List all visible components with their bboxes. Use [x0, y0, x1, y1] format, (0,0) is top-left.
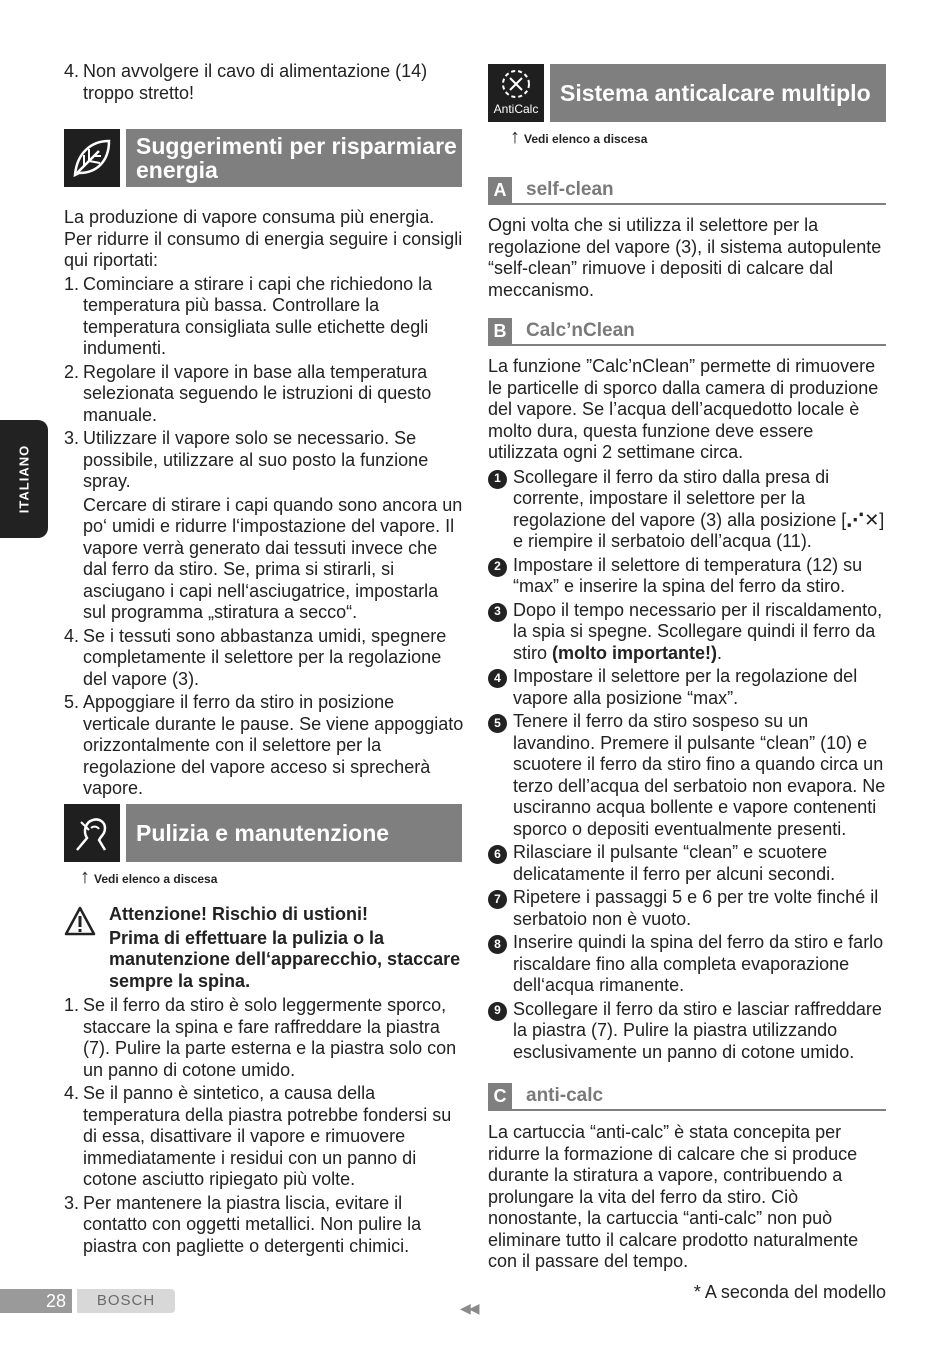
intro-list — [64, 61, 464, 104]
section-c-text: La cartuccia “anti-calc” è stata concepita per ridurre la formazione di calcare che si produce durante la stiratura a vapore, contribuendo a prolungare la vita del ferro da stiro. Ciò nonostante, la cartuccia “anti-calc” non può eliminare tutto il calcare prodotto naturalmente con il passare del tempo. — [488, 1122, 859, 1271]
list-item: 1. Se il ferro da stiro è solo leggermente sporco, staccare la spina e fare raffreddare la piastra (7). Pulire la parte esterna e la piastra solo con un panno di cotone umido. — [64, 995, 457, 1080]
list-item: 3. Utilizzare il vapore solo se necessario. Se possibile, utilizzare al suo posto la funzione spray. Cercare di stirare i capi quando sono ancora un po‘ umidi e ridurre l‘impostazione del vapore. Il vapore verrà generato dai tessuti invece che dal ferro da stiro. Se, prima si stirarli, si asciugano i capi nell‘asciugatrice, impostarla sul programma „stiratura a secco“. — [64, 428, 463, 622]
section-c-header: C anti-calc — [488, 1083, 886, 1111]
model-note: * A seconda del modello — [693, 1282, 886, 1302]
warning-icon — [64, 906, 96, 941]
section-b-body — [488, 356, 886, 1065]
list-item: 4. Se i tessuti sono abbastanza umidi, spegnere completamente il selettore per la regolazione del vapore (3). — [64, 625, 447, 689]
step-item: 8 Inserire quindi la spina del ferro da stiro e farlo riscaldare fino alla completa evaporazione dell‘acqua rimanente. — [488, 932, 886, 997]
energy-header — [64, 129, 462, 187]
warning-text: Prima di effettuare la pulizia o la manutenzione dell‘apparecchio, staccare sempre la spina. — [109, 927, 461, 991]
hand-icon — [64, 804, 120, 862]
arrow-up-icon: ↑ — [510, 126, 520, 148]
step-item: 6 Rilasciare il pulsante “clean” e scuotere delicatamente il ferro per alcuni secondi. — [488, 842, 886, 885]
brand-label: BOSCH — [77, 1289, 175, 1313]
section-a-text: Ogni volta che si utilizza il selettore per la regolazione del vapore (3), il sistema autopulente “self-clean” rimuove i depositi di calcare dal meccanismo. — [488, 215, 882, 300]
anticalc-icon — [488, 64, 544, 122]
list-item-extra: Cercare di stirare i capi quando sono ancora un po‘ umidi e ridurre l‘impostazione del vapore. Il vapore verrà generato dai tessuti invece che dal ferro da stiro. Se, prima si stirarli, si asciugano i capi nell‘asciugatrice, impostarla sul programma „stiratura a secco“. — [83, 494, 463, 622]
page-nav[interactable]: ◀◀ — [460, 1300, 478, 1316]
step-item: 5 Tenere il ferro da stiro sospeso su un lavandino. Premere il pulsante “clean” (10) e scuotere il ferro da stiro fino a quando circa un terzo dell’acqua del serbatoio non evapora. Ne usciranno acqua bollente e vapore contenenti sporco o depositi eventualmente presenti. — [488, 711, 886, 840]
step-item: 4 Impostare il selettore per la regolazione del vapore alla posizione “max”. — [488, 666, 886, 709]
arrow-up-icon: ↑ — [80, 866, 90, 888]
leaf-icon — [64, 129, 120, 187]
anticalc-header — [488, 64, 886, 122]
page-number: 28 — [0, 1289, 72, 1313]
anticalc-icon-label: AntiCalc — [493, 102, 539, 116]
list-item: 2. Regolare il vapore in base alla temperatura selezionata seguendo le istruzioni di questo manuale. — [64, 361, 432, 425]
energy-body — [64, 207, 464, 800]
cleaning-list — [64, 995, 464, 1257]
energy-list — [64, 274, 464, 800]
warning-block — [64, 904, 464, 992]
section-b-header: B Calc’nClean — [488, 318, 886, 346]
section-a-header: A self-clean — [488, 177, 886, 205]
see-below-note: ↑ Vedi elenco a discesa — [510, 126, 648, 148]
no-steam-icon: ⋰✕ — [846, 509, 880, 530]
list-item: 4. Non avvolgere il cavo di alimentazione (14) troppo stretto! — [64, 61, 428, 103]
step-item: 2 Impostare il selettore di temperatura (12) su “max” e inserire la spina del ferro da stiro. — [488, 555, 886, 598]
energy-intro: La produzione di vapore consuma più energia. Per ridurre il consumo di energia seguire i consigli qui riportati: — [64, 207, 463, 270]
anticalc-title: Sistema anticalcare multiplo — [550, 64, 886, 122]
cleaning-header — [64, 804, 462, 862]
step-item: 9 Scollegare il ferro da stiro e lasciar raffreddare la piastra (7). Pulire la piastra utilizzando esclusivamente un panno di cotone umido. — [488, 999, 886, 1064]
list-item: 1. Cominciare a stirare i capi che richiedono la temperatura più bassa. Controllare la temperatura consigliata sulle etichette degli indumenti. — [64, 273, 433, 358]
step-item: 1 Scollegare il ferro da stiro dalla presa di corrente, impostare il selettore per la regolazione del vapore (3) alla posizione [⋰✕] e riempire il serbatoio dell’acqua (11). — [488, 467, 886, 553]
see-below-note: ↑ Vedi elenco a discesa — [80, 866, 218, 888]
language-tab — [0, 420, 48, 538]
energy-title: Suggerimenti per risparmiare energia — [126, 129, 462, 187]
language-label: ITALIANO — [16, 444, 32, 514]
list-item: 3. Per mantenere la piastra liscia, evitare il contatto con oggetti metallici. Non pulire la piastra con pagliette o detergenti chimici. — [64, 1192, 422, 1256]
step-item: 3 Dopo il tempo necessario per il riscaldamento, la spia si spegne. Scollegare quindi il ferro da stiro (molto importante!). — [488, 600, 886, 665]
list-item: 5. Appoggiare il ferro da stiro in posizione verticale durante le pause. Se viene appoggiato orizzontalmente con il selettore per la regolazione del vapore acceso si sprecherà vapore. — [64, 692, 464, 798]
warning-title: Attenzione! Rischio di ustioni! — [109, 904, 368, 924]
step-item: 7 Ripetere i passaggi 5 e 6 per tre volte finché il serbatoio non è vuoto. — [488, 887, 886, 930]
list-item: 4. Se il panno è sintetico, a causa della temperatura della piastra potrebbe fondersi su di essa, disattivare il vapore e rimuovere immediatamente i residui con un panno di cotone asciutto ripiegato più volte. — [64, 1083, 452, 1189]
cleaning-title: Pulizia e manutenzione — [126, 804, 462, 862]
section-b-text: La funzione ”Calc’nClean” permette di rimuovere le particelle di sporco dalla camera di produzione del vapore. Se l’acqua dell’acquedotto locale è molto dura, questa funzione deve essere utilizzata ogni 2 settimane circa. — [488, 356, 879, 462]
steps-list — [488, 467, 886, 1064]
